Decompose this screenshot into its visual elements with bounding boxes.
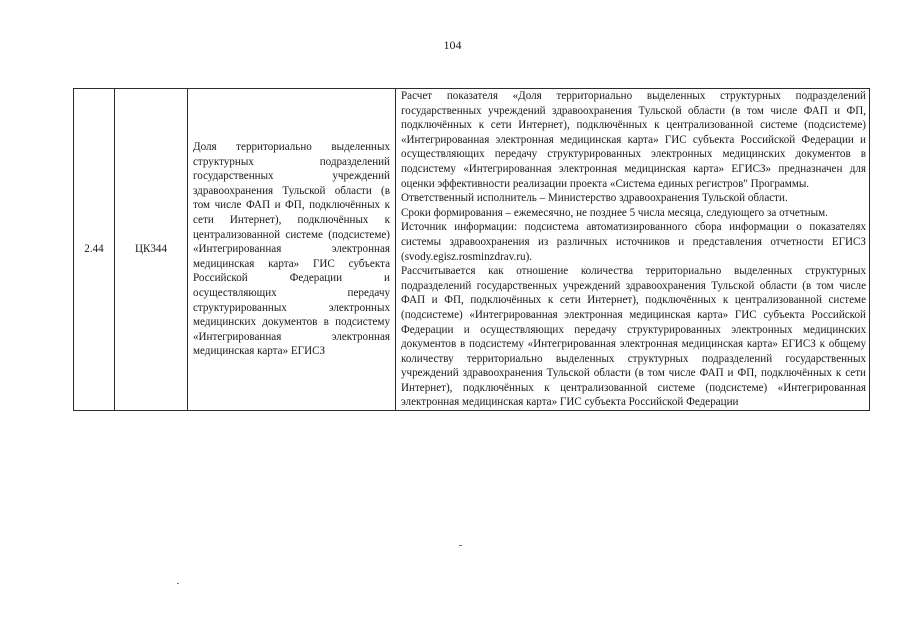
indicator-code: ЦК344	[115, 89, 188, 411]
page-number: 104	[443, 38, 462, 52]
description-schedule: Сроки формирования – ежемесячно, не позднее 5 числа месяца, следующего за отчетным.	[401, 206, 828, 219]
description-source: Источник информации: подсистема автоматизированного сбора информации о показателях системы здравоохранения из различных источников и представления отчетности ЕГИСЗ (svody.egisz.rosminzdrav.ru).	[401, 221, 866, 263]
table-row	[74, 89, 870, 411]
description-method: Рассчитывается как отношение количества территориально выделенных структурных подразделений государственных учреждений здравоохранения Тульской области (в том числе ФАП и ФП, подключённых к сети Интернет), подключённых к централизованной системе (подсистеме) «Интегрированная электронная медицинская карта» ГИС субъекта Российской Федерации и осуществляющих передачу структурированных электронных медицинских документов в подсистему «Интегрированная электронная медицинская карта» ЕГИСЗ к общему количеству территориально выделенных структурных подразделений государственных учреждений здравоохранения Тульской области (в том числе ФАП и ФП, подключённых к сети Интернет), подключённых к централизованной системе (подсистеме) «Интегрированная электронная медицинская карта» ГИС субъекта Российской Федерации	[401, 265, 866, 409]
scan-speck	[177, 583, 179, 584]
scan-speck	[459, 545, 462, 546]
indicator-table	[73, 88, 870, 411]
description-purpose: Расчет показателя «Доля территориально выделенных структурных подразделений государственных учреждений здравоохранения Тульской области (в том числе ФАП и ФП, подключённых к сети Интернет), подключённых к централизованной системе (подсистеме) «Интегрированная электронная медицинская карта» ГИС субъекта Российской Федерации и осуществляющих передачу структурированных электронных медицинских документов в подсистему «Интегрированная электронная медицинская карта» ЕГИСЗ» предназначен для оценки эффективности реализации проекта «Система единых регистров" Программы.	[401, 90, 866, 190]
row-number: 2.44	[74, 89, 115, 411]
indicator-description	[396, 89, 870, 411]
description-responsible: Ответственный исполнитель – Министерство здравоохранения Тульской области.	[401, 192, 788, 205]
indicator-name: Доля территориально выделенных структурных подразделений государственных учреждений здравоохранения Тульской области (в том числе ФАП и ФП, подключённых к сети Интернет), подключённых к централизованной системе (подсистеме) «Интегрированная электронная медицинская карта» ГИС субъекта Российской Федерации и осуществляющих передачу структурированных электронных медицинских документов в подсистему «Интегрированная электронная медицинская карта» ЕГИСЗ	[188, 89, 396, 411]
